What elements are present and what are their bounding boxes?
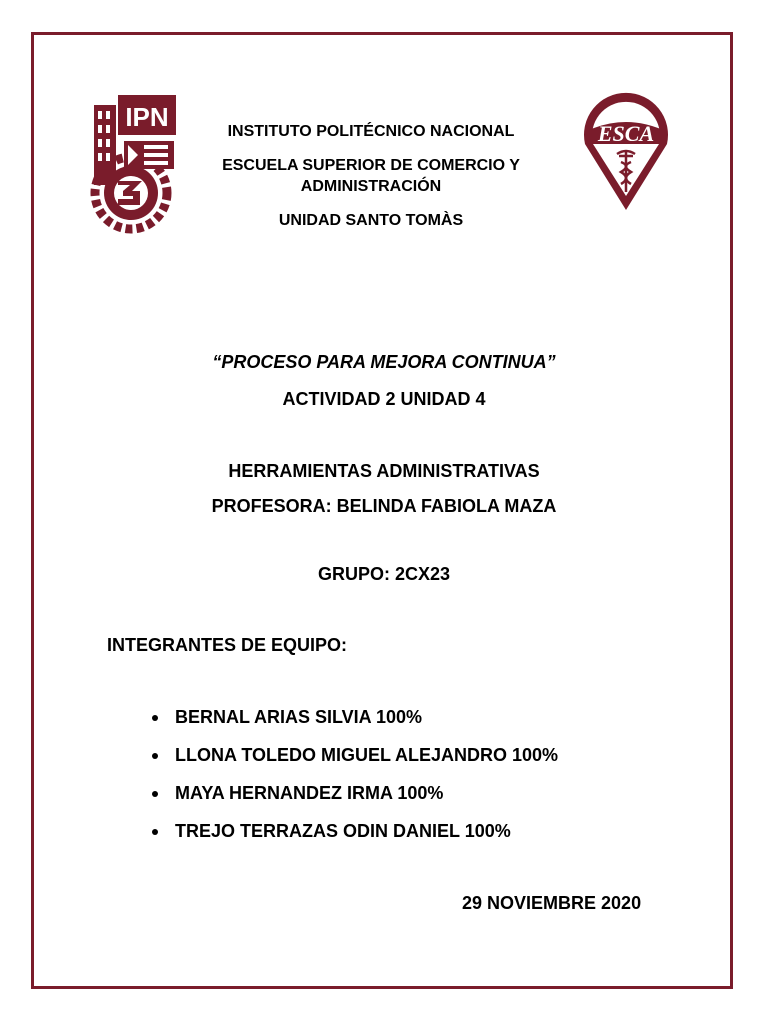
member-name: MAYA HERNANDEZ IRMA 100%: [175, 783, 444, 803]
team-title: INTEGRANTES DE EQUIPO:: [107, 635, 348, 655]
bullet-icon: [152, 791, 158, 797]
list-item: [148, 706, 558, 744]
members-list: [148, 706, 558, 858]
esca-logo-text: ESCA: [597, 121, 655, 146]
bullet-icon: [152, 753, 158, 759]
teacher-label: PROFESORA: BELINDA FABIOLA MAZA: [211, 496, 557, 516]
list-item: [148, 782, 558, 820]
ipn-logo-text: IPN: [125, 102, 169, 132]
bullet-icon: [152, 715, 158, 721]
activity-label: ACTIVIDAD 2 UNIDAD 4: [282, 389, 486, 409]
member-name: TREJO TERRAZAS ODIN DANIEL 100%: [175, 821, 511, 841]
document-date: 29 NOVIEMBRE 2020: [462, 893, 642, 913]
document-title: “PROCESO PARA MEJORA CONTINUA”: [212, 352, 556, 372]
subject-label: HERRAMIENTAS ADMINISTRATIVAS: [228, 461, 540, 481]
institution-name: INSTITUTO POLITÉCNICO NACIONAL: [227, 123, 515, 140]
school-name: ESCUELA SUPERIOR DE COMERCIO Y ADMINISTRACIÓN: [222, 157, 520, 195]
group-label: GRUPO: 2CX23: [317, 564, 451, 584]
unit-name: UNIDAD SANTO TOMÀS: [278, 212, 464, 229]
member-name: BERNAL ARIAS SILVIA 100%: [175, 707, 423, 727]
list-item: [148, 820, 558, 858]
bullet-icon: [152, 829, 158, 835]
esca-logo: [579, 92, 673, 212]
member-name: LLONA TOLEDO MIGUEL ALEJANDRO 100%: [175, 745, 559, 765]
ipn-logo: [84, 93, 182, 238]
list-item: [148, 744, 558, 782]
